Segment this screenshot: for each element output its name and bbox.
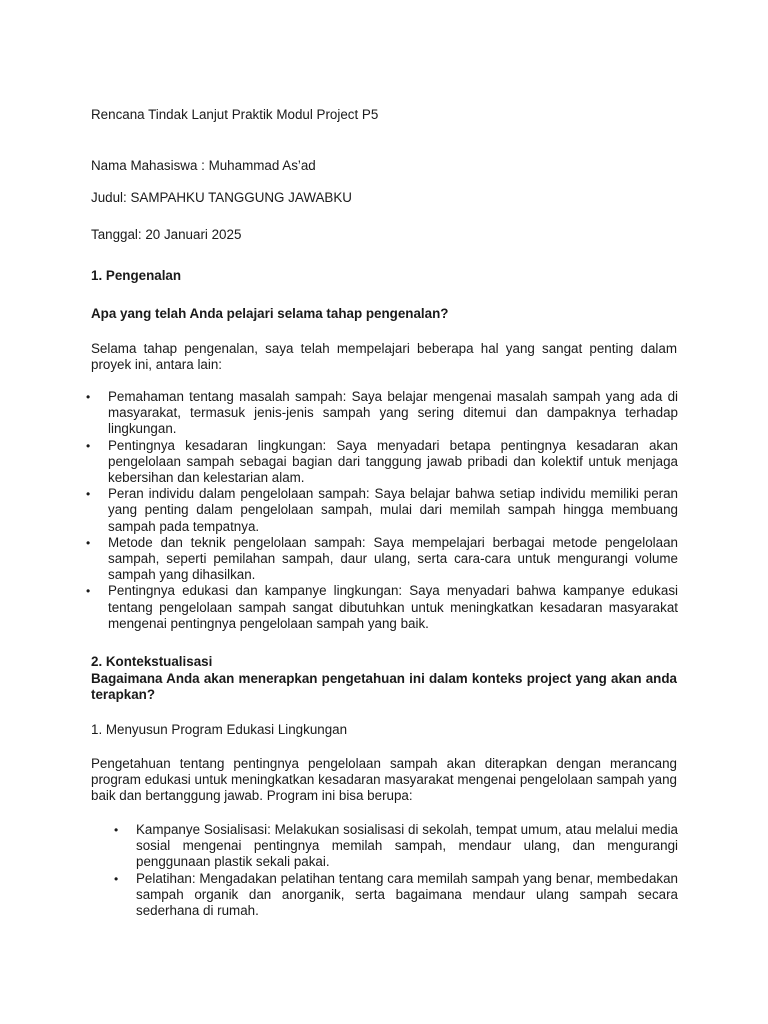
bullet: • — [114, 823, 119, 837]
list-item-text: Pemahaman tentang masalah sampah: Saya belajar mengenai masalah sampah yang ada di masyarakat, termasuk jenis-jenis sampah yang sering ditemui dan dampaknya terhadap lingkungan. — [108, 389, 678, 437]
section2-list — [114, 822, 678, 919]
section2-question: Bagaimana Anda akan menerapkan pengetahuan ini dalam konteks project yang akan anda terapkan? — [91, 671, 677, 703]
list-item-text: Kampanye Sosialisasi: Melakukan sosialisasi di sekolah, tempat umum, atau melalui media sosial mengenai pentingnya memilah sampah, mendaur ulang, dan mengurangi penggunaan plastik sekali pakai. — [136, 822, 678, 870]
bullet: • — [114, 871, 119, 886]
list-item — [86, 534, 678, 584]
project-topic: Judul: SAMPAHKU TANGGUNG JAWABKU — [91, 190, 352, 205]
list-item-text: Metode dan teknik pengelolaan sampah: Saya mempelajari berbagai metode pengelolaan sampah, seperti pemilahan sampah, daur ulang, serta cara-cara untuk mengurangi volume sampah yang dihasilkan. — [108, 534, 678, 583]
bullet: • — [86, 584, 91, 599]
list-item-text: Pentingnya kesadaran lingkungan: Saya menyadari betapa pentingnya kesadaran akan pengelolaan sampah sebagai bagian dari tanggung jawab pribadi dan kolektif untuk menjaga kebersihan dan kelestarian alam. — [108, 437, 678, 486]
list-item — [86, 389, 678, 438]
list-item — [86, 437, 678, 487]
document-date: Tanggal: 20 Januari 2025 — [91, 227, 242, 242]
student-name: Nama Mahasiswa : Muhammad As’ad — [91, 158, 316, 173]
section1-list — [86, 389, 678, 632]
section1-intro: Selama tahap pengenalan, saya telah mempelajari beberapa hal yang sangat penting dalam proyek ini, antara lain: — [91, 341, 677, 373]
list-item-text: Peran individu dalam pengelolaan sampah: Saya belajar bahwa setiap individu memiliki peran yang penting dalam pengelolaan sampah, mulai dari memilah sampah hingga membuang sampah pada tempatnya. — [108, 486, 678, 534]
bullet: • — [86, 487, 91, 502]
section1-question: Apa yang telah Anda pelajari selama tahap pengenalan? — [91, 306, 449, 321]
section1-heading: 1. Pengenalan — [91, 268, 182, 283]
list-item — [86, 486, 678, 535]
bullet: • — [86, 438, 91, 453]
section2-heading: 2. Kontekstualisasi — [91, 654, 213, 669]
section2-intro: Pengetahuan tentang pentingnya pengelolaan sampah akan diterapkan dengan merancang program edukasi untuk meningkatkan kesadaran masyarakat mengenai pengelolaan sampah yang baik dan bertanggung jawab. Program ini bisa berupa: — [91, 756, 677, 804]
bullet: • — [86, 535, 91, 550]
list-item-text: Pentingnya edukasi dan kampanye lingkungan: Saya menyadari bahwa kampanye edukasi tentang pengelolaan sampah sangat dibutuhkan untuk meningkatkan kesadaran masyarakat mengenai pentingnya pengelolaan sampah yang baik. — [108, 583, 678, 631]
section2-subheading: 1. Menyusun Program Edukasi Lingkungan — [91, 722, 348, 737]
bullet: • — [86, 390, 91, 404]
list-item — [114, 870, 678, 920]
document-title: Rencana Tindak Lanjut Praktik Modul Project P5 — [91, 107, 379, 122]
list-item — [86, 583, 678, 632]
list-item — [114, 822, 678, 871]
list-item-text: Pelatihan: Mengadakan pelatihan tentang cara memilah sampah yang benar, membedakan sampah organik dan anorganik, serta bagaimana mendaur ulang sampah secara sederhana di rumah. — [136, 870, 678, 919]
